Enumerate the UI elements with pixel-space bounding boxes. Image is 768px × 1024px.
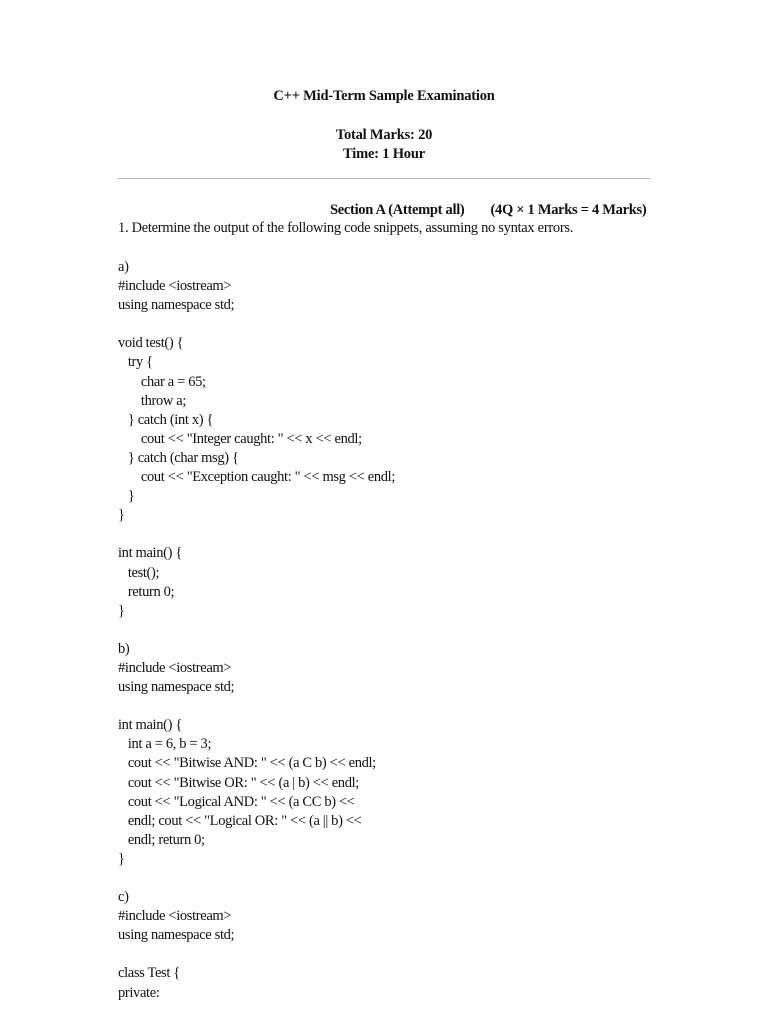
- code-line: using namespace std;: [118, 927, 235, 944]
- code-line: b): [118, 640, 130, 657]
- section-marks-info: (4Q × 1 Marks = 4 Marks): [490, 202, 647, 218]
- code-line: } catch (int x) {: [118, 411, 214, 428]
- code-line: [118, 315, 738, 334]
- code-line: using namespace std;: [118, 297, 235, 314]
- code-line: cout << "Bitwise AND: " << (a C b) << endl;: [118, 755, 376, 772]
- code-line: endl; cout << "Logical OR: " << (a || b) <<: [118, 812, 362, 829]
- code-line: private:: [118, 984, 160, 1001]
- code-line: cout << "Integer caught: " << x << endl;: [118, 430, 362, 447]
- code-line: int main() {: [118, 717, 182, 734]
- code-line: int a = 6, b = 3;: [118, 736, 212, 753]
- code-line: } catch (char msg) {: [118, 449, 239, 466]
- code-line: }: [118, 602, 125, 619]
- code-line: }: [118, 507, 125, 524]
- code-line: #include <iostream>: [118, 278, 232, 295]
- code-line: void test() {: [118, 335, 184, 352]
- question-text: 1. Determine the output of the following code snippets, assuming no syntax errors.: [118, 220, 574, 236]
- code-line: return 0;: [118, 583, 175, 600]
- code-line: using namespace std;: [118, 679, 235, 696]
- code-line: #include <iostream>: [118, 659, 232, 676]
- code-line: }: [118, 488, 135, 505]
- exam-time: Time: 1 Hour: [343, 146, 425, 162]
- section-heading: [330, 202, 646, 219]
- code-line: try {: [118, 354, 153, 371]
- code-line: #include <iostream>: [118, 908, 232, 925]
- section-label: Section A (Attempt all): [330, 202, 465, 218]
- code-line: a): [118, 259, 129, 275]
- code-line: [118, 525, 738, 544]
- code-line: [118, 621, 738, 640]
- total-marks: Total Marks: 20: [335, 127, 433, 143]
- code-listing: [118, 258, 738, 1003]
- code-line: c): [118, 889, 129, 906]
- code-line: int main() {: [118, 545, 182, 562]
- code-line: cout << "Exception caught: " << msg << endl;: [118, 469, 396, 486]
- code-line: endl; return 0;: [118, 831, 205, 848]
- code-line: test();: [118, 564, 160, 581]
- code-line: throw a;: [118, 392, 187, 409]
- code-line: cout << "Logical AND: " << (a CC b) <<: [118, 793, 355, 810]
- header-divider: [118, 178, 650, 179]
- code-line: [118, 945, 738, 964]
- code-line: class Test {: [118, 965, 180, 982]
- code-line: [118, 869, 738, 888]
- code-line: char a = 65;: [118, 373, 206, 390]
- code-line: [118, 697, 738, 716]
- code-line: }: [118, 850, 125, 867]
- code-line: cout << "Bitwise OR: " << (a | b) << endl;: [118, 774, 359, 791]
- exam-title: C++ Mid-Term Sample Examination: [273, 88, 495, 104]
